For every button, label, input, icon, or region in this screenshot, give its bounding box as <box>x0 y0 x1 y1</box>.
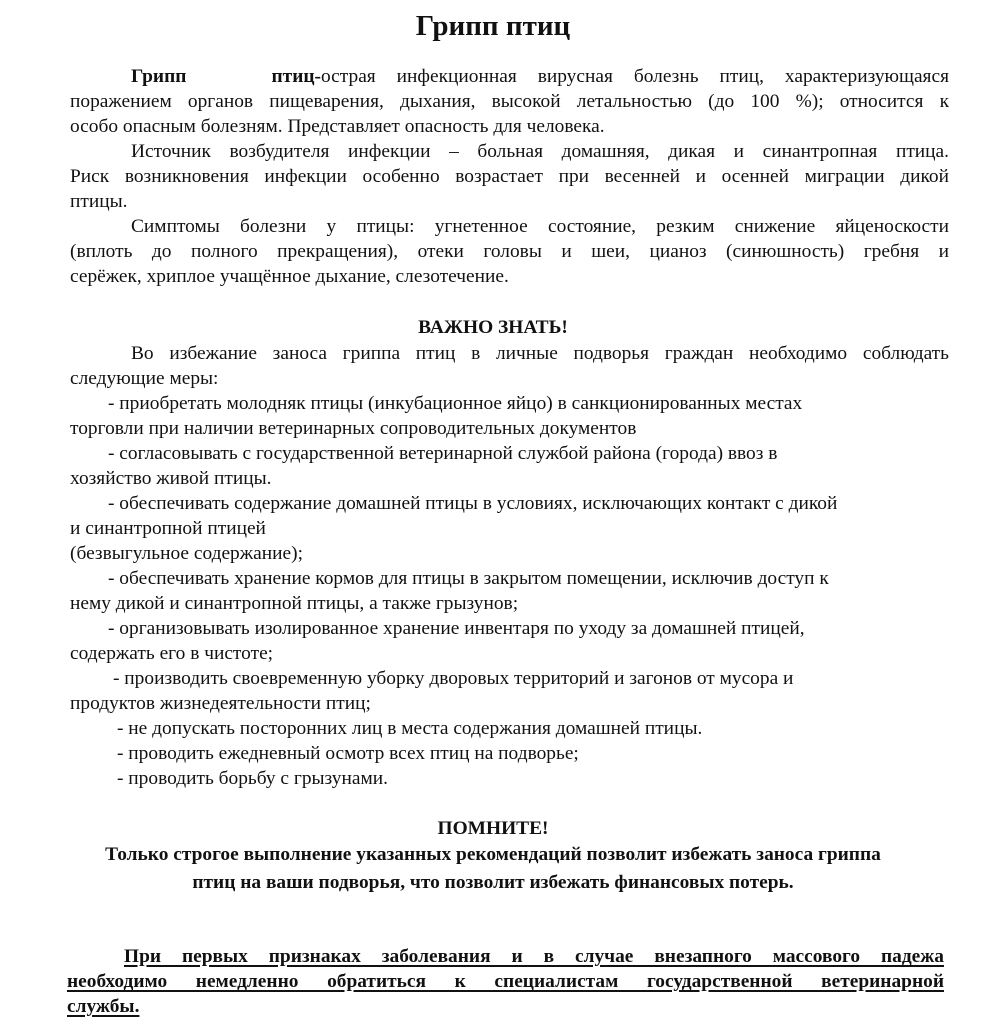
important-line-10: - обеспечивать хранение кормов для птицы в закрытом помещении, исключив доступ к <box>108 568 829 589</box>
symptoms-line-2: (вплоть до полного прекращения), отеки головы и шеи, цианоз (синюшность) гребня и <box>70 241 949 262</box>
important-line-17: - проводить ежедневный осмотр всех птиц на подворье; <box>117 743 579 764</box>
important-line-5: - согласовывать с государственной ветеринарной службой района (города) ввоз в <box>108 443 778 464</box>
remember-line-2: птиц на ваши подворья, что позволит избежать финансовых потерь. <box>192 872 794 893</box>
important-line-15: продуктов жизнедеятельности птиц; <box>70 693 371 714</box>
intro-line-1 <box>131 65 949 89</box>
remember-line-1: Только строгое выполнение указанных рекомендаций позволит избежать заноса гриппа <box>105 844 881 865</box>
important-line-8: и синантропной птицей <box>70 518 266 539</box>
source-line-3: птицы. <box>70 191 128 212</box>
important-line-12: - организовывать изолированное хранение инвентаря по уходу за домашней птицей, <box>108 618 805 639</box>
important-line-9: (безвыгульное содержание); <box>70 543 303 564</box>
important-line-11: нему дикой и синантропной птицы, а также грызунов; <box>70 593 519 614</box>
warning-line-2: необходимо немедленно обратиться к специалистам государственной ветеринарной <box>67 971 944 992</box>
symptoms-line-1: Симптомы болезни у птицы: угнетенное состояние, резким снижение яйценоскости <box>131 216 949 237</box>
remember-heading: ПОМНИТЕ! <box>437 818 549 839</box>
intro-lead-term: Грипп птиц- <box>131 66 321 87</box>
important-line-6: хозяйство живой птицы. <box>70 468 272 489</box>
important-line-18: - проводить борьбу с грызунами. <box>117 768 388 789</box>
source-line-2: Риск возникновения инфекции особенно возрастает при весенней и осенней миграции дикой <box>70 166 949 187</box>
important-heading: ВАЖНО ЗНАТЬ! <box>418 317 568 338</box>
important-line-1: Во избежание заноса гриппа птиц в личные подворья граждан необходимо соблюдать <box>131 343 949 364</box>
important-line-13: содержать его в чистоте; <box>70 643 274 664</box>
important-line-7: - обеспечивать содержание домашней птицы в условиях, исключающих контакт с дикой <box>108 493 838 514</box>
intro-line-2: поражением органов пищеварения, дыхания, высокой летальностью (до 100 %); относится к <box>70 91 949 112</box>
page-title: Грипп птиц <box>415 10 571 42</box>
important-line-14: - производить своевременную уборку дворовых территорий и загонов от мусора и <box>113 668 794 689</box>
warning-line-1: При первых признаках заболевания и в случае внезапного массового падежа <box>124 946 944 967</box>
source-line-1: Источник возбудителя инфекции – больная домашняя, дикая и синантропная птица. <box>131 141 949 162</box>
warning-line-3: службы. <box>67 996 140 1017</box>
symptoms-line-3: серёжек, хриплое учащённое дыхание, слезотечение. <box>70 266 509 287</box>
important-line-2: следующие меры: <box>70 368 219 389</box>
intro-line-3: особо опасным болезням. Представляет опасность для человека. <box>70 116 605 137</box>
intro-line-1-text: острая инфекционная вирусная болезнь птиц, характеризующаяся <box>321 66 949 87</box>
important-line-16: - не допускать посторонних лиц в места содержания домашней птицы. <box>117 718 703 739</box>
important-line-4: торговли при наличии ветеринарных сопроводительных документов <box>70 418 637 439</box>
important-line-3: - приобретать молодняк птицы (инкубационное яйцо) в санкционированных местах <box>108 393 803 414</box>
